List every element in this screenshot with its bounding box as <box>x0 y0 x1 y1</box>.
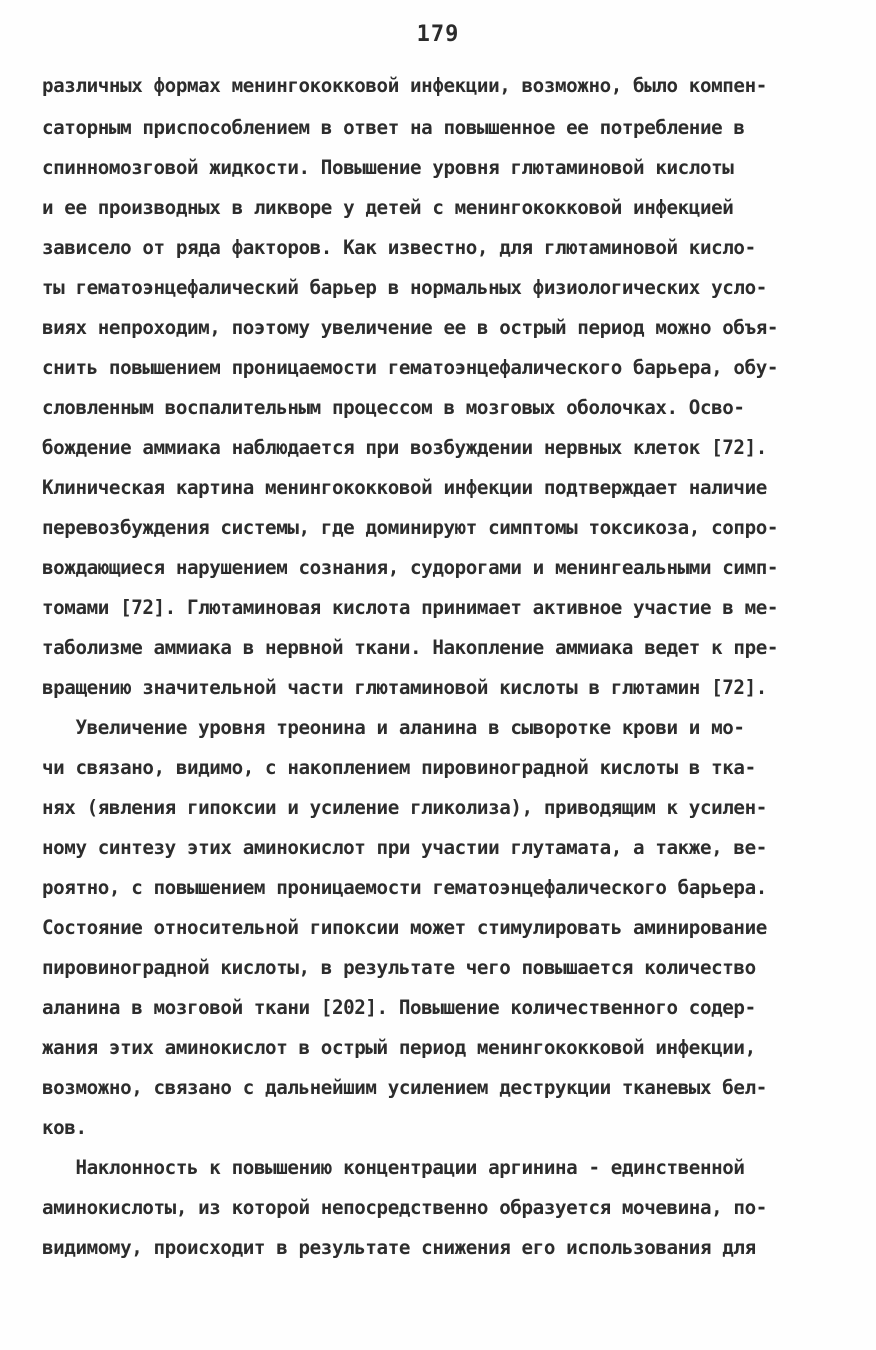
text-line: аминокислоты, из которой непосредственно образуется мочевина, по- <box>42 1196 767 1219</box>
text-line: томами [72]. Глютаминовая кислота принимает активное участие в ме- <box>42 596 779 619</box>
text-line: Клиническая картина менингококковой инфекции подтверждает наличие <box>42 476 767 499</box>
text-line: снить повышением проницаемости гематоэнцефалического барьера, обу- <box>42 356 779 379</box>
text-line: таболизме аммиака в нервной ткани. Накопление аммиака ведет к пре- <box>42 636 779 659</box>
text-line: спинномозговой жидкости. Повышение уровня глютаминовой кислоты <box>42 156 734 179</box>
text-line: аланина в мозговой ткани [202]. Повышение количественного содер- <box>42 996 756 1019</box>
text-line: различных формах менингококковой инфекции, возможно, было компен- <box>42 74 767 97</box>
text-line: саторным приспособлением в ответ на повышенное ее потребление в <box>42 116 745 139</box>
page-number: 179 <box>416 22 460 47</box>
text-line: ному синтезу этих аминокислот при участии глутамата, а также, ве- <box>42 836 767 859</box>
text-line: жания этих аминокислот в острый период менингококковой инфекции, <box>42 1036 756 1059</box>
text-line: вращению значительной части глютаминовой кислоты в глютамин [72]. <box>42 676 767 699</box>
text-line: пировиноградной кислоты, в результате чего повышается количество <box>42 956 756 979</box>
text-line: зависело от ряда факторов. Как известно, для глютаминовой кисло- <box>42 236 756 259</box>
text-line: ков. <box>42 1116 87 1139</box>
text-line: вождающиеся нарушением сознания, судорогами и менингеальными симп- <box>42 556 779 579</box>
text-line: возможно, связано с дальнейшим усилением деструкции тканевых бел- <box>42 1076 767 1099</box>
text-line: роятно, с повышением проницаемости гематоэнцефалического барьера. <box>42 876 767 899</box>
text-line: нях (явления гипоксии и усиление гликолиза), приводящим к усилен- <box>42 796 767 819</box>
text-line: видимому, происходит в результате снижения его использования для <box>42 1236 756 1259</box>
text-line: перевозбуждения системы, где доминируют симптомы токсикоза, сопро- <box>42 516 779 539</box>
text-line: виях непроходим, поэтому увеличение ее в острый период можно объя- <box>42 316 779 339</box>
text-line: словленным воспалительным процессом в мозговых оболочках. Осво- <box>42 396 745 419</box>
text-line: и ее производных в ликворе у детей с менингококковой инфекцией <box>42 196 734 219</box>
text-line: ты гематоэнцефалический барьер в нормальных физиологических усло- <box>42 276 767 299</box>
text-line: Наклонность к повышению концентрации аргинина - единственной <box>42 1156 745 1179</box>
text-line: Состояние относительной гипоксии может стимулировать аминирование <box>42 916 767 939</box>
text-line: бождение аммиака наблюдается при возбуждении нервных клеток [72]. <box>42 436 767 459</box>
text-line: Увеличение уровня треонина и аланина в сыворотке крови и мо- <box>42 716 745 739</box>
text-line: чи связано, видимо, с накоплением пировиноградной кислоты в тка- <box>42 756 756 779</box>
